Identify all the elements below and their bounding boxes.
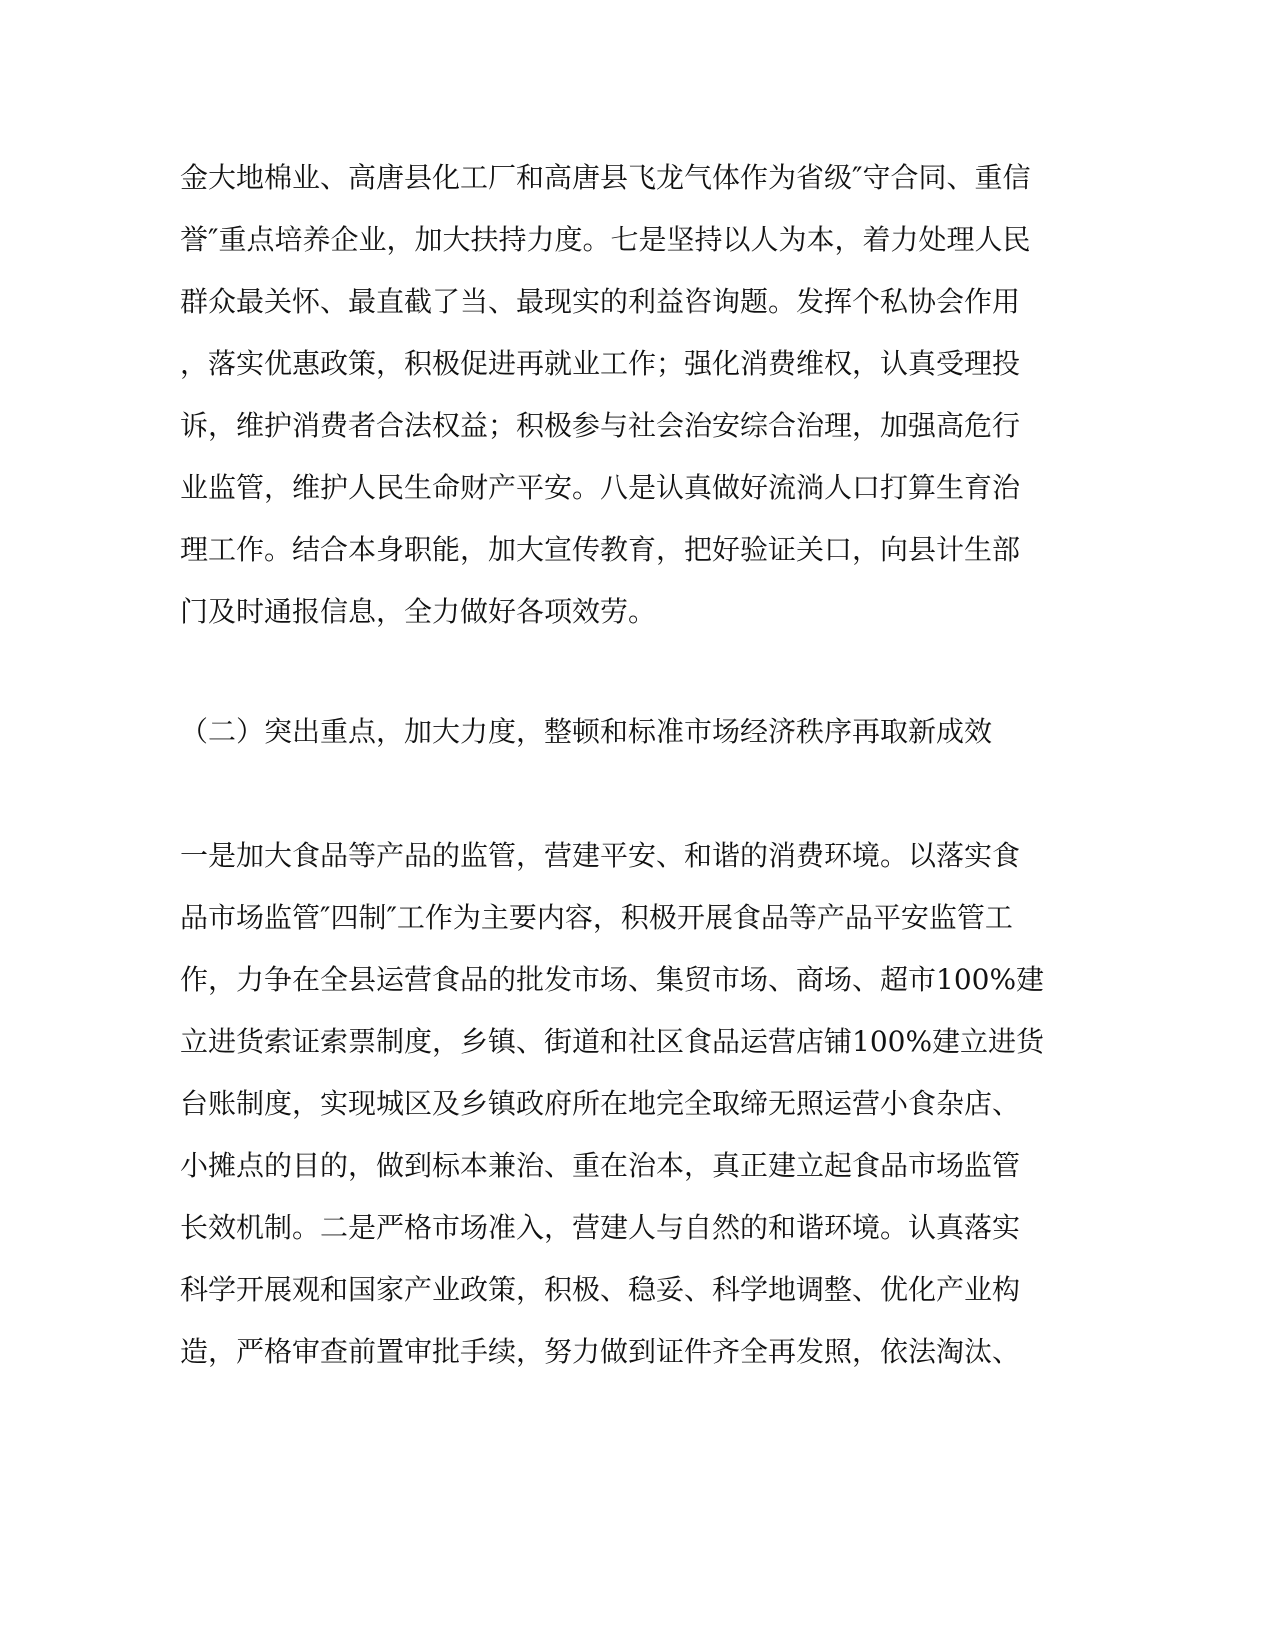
text-line: 作，力争在全县运营食品的批发市场、集贸市场、商场、超市100%建 (180, 963, 1045, 996)
text-line: 金大地棉业、高唐县化工厂和高唐县飞龙气体作为省级″守合同、重信 (180, 161, 1031, 194)
text-line: 誉″重点培养企业，加大扶持力度。七是坚持以人为本，着力处理人民 (180, 223, 1031, 256)
text-line: 小摊点的目的，做到标本兼治、重在治本，真正建立起食品市场监管 (180, 1149, 1021, 1182)
text-line: 科学开展观和国家产业政策，积极、稳妥、科学地调整、优化产业构 (180, 1273, 1021, 1306)
text-line: 台账制度，实现城区及乡镇政府所在地完全取缔无照运营小食杂店、 (180, 1087, 1021, 1120)
text-line: 造，严格审查前置审批手续，努力做到证件齐全再发照，依法淘汰、 (180, 1335, 1021, 1368)
text-line: 业监管，维护人民生命财产平安。八是认真做好流淌人口打算生育治 (180, 471, 1021, 504)
text-line: 品市场监管″四制″工作为主要内容，积极开展食品等产品平安监管工 (180, 901, 1013, 934)
section-heading: （二）突出重点，加大力度，整顿和标准市场经济秩序再取新成效 (180, 715, 993, 748)
text-line: 群众最关怀、最直截了当、最现实的利益咨询题。发挥个私协会作用 (180, 285, 1021, 318)
text-line: ，落实优惠政策，积极促进再就业工作；强化消费维权，认真受理投 (180, 347, 1021, 380)
text-line: 一是加大食品等产品的监管，营建平安、和谐的消费环境。以落实食 (180, 839, 1021, 872)
text-line: 诉，维护消费者合法权益；积极参与社会治安综合治理，加强高危行 (180, 409, 1021, 442)
text-line: 理工作。结合本身职能，加大宣传教育，把好验证关口，向县计生部 (180, 533, 1021, 566)
text-line: 门及时通报信息，全力做好各项效劳。 (180, 595, 657, 628)
text-line: 长效机制。二是严格市场准入，营建人与自然的和谐环境。认真落实 (180, 1211, 1021, 1244)
text-line: 立进货索证索票制度，乡镇、街道和社区食品运营店铺100%建立进货 (180, 1025, 1045, 1058)
